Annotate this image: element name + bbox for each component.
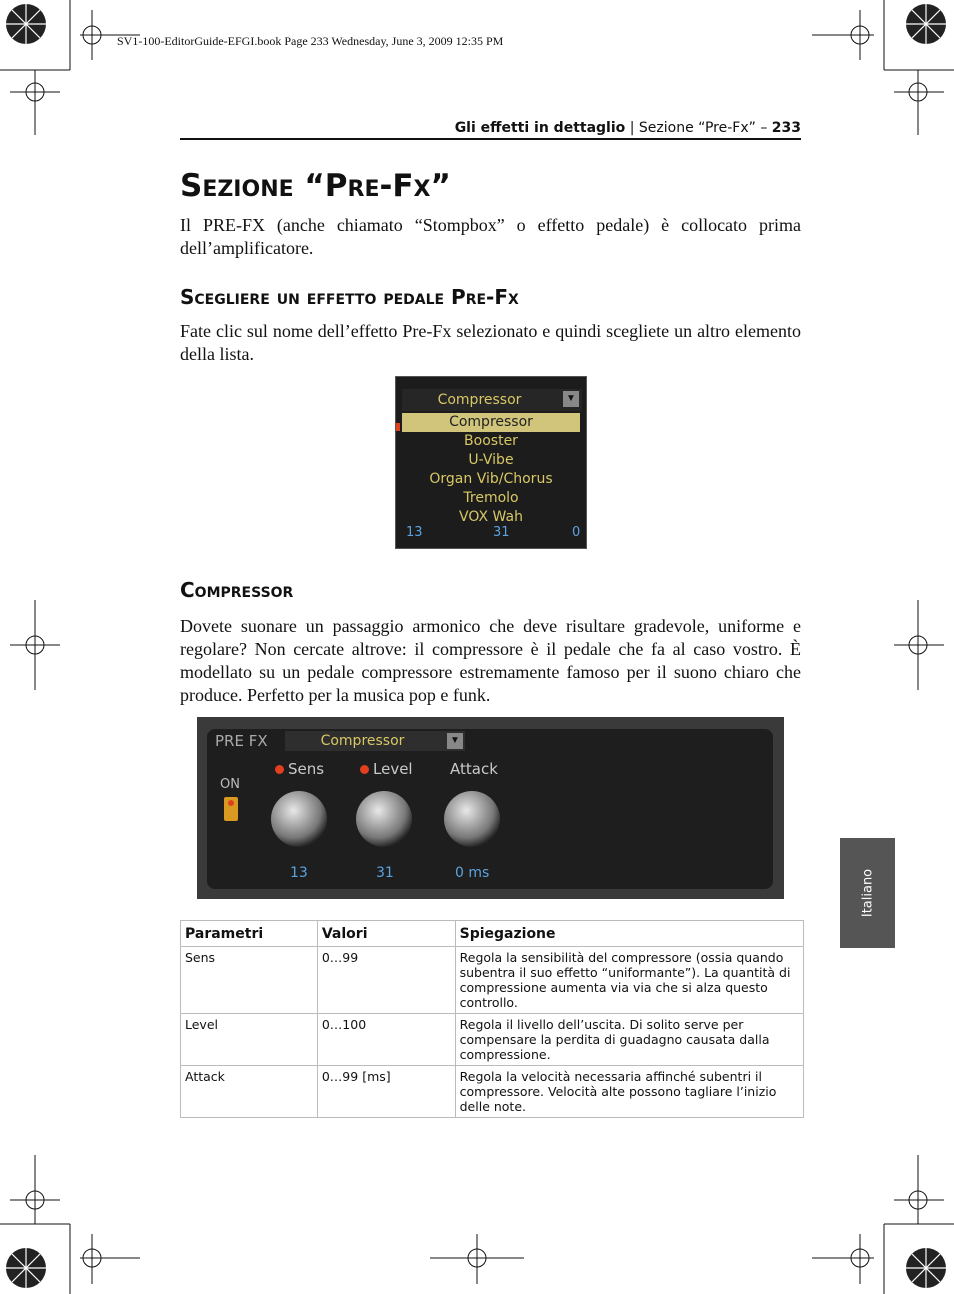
panel-selected: Compressor [320, 733, 405, 749]
table-cell: 0…99 [ms] [317, 1066, 455, 1118]
dropdown-option[interactable]: Tremolo [463, 490, 519, 506]
header-section: Sezione “Pre-Fx” [638, 120, 756, 136]
dropdown-option[interactable]: Compressor [402, 413, 580, 432]
table-cell: Level [181, 1014, 318, 1066]
knob-value-sens: 13 [290, 865, 308, 881]
knob-sens[interactable] [271, 791, 327, 847]
table-header: Parametri [181, 921, 318, 947]
led-icon [396, 423, 400, 431]
intro-paragraph: Il PRE-FX (anche chiamato “Stompbox” o effetto pedale) è collocato prima dell’amplificatore. [180, 215, 801, 258]
knob-level[interactable] [356, 791, 412, 847]
header-section-bold: Gli effetti in dettaglio [454, 120, 626, 136]
led-icon [360, 765, 369, 774]
on-switch[interactable] [224, 797, 238, 821]
table-row [181, 947, 804, 1014]
chevron-down-icon[interactable]: ▼ [563, 391, 579, 407]
running-header [180, 120, 801, 140]
led-icon [275, 765, 284, 774]
table-header: Valori [317, 921, 455, 947]
table-cell: Sens [181, 947, 318, 1014]
dropdown-selected: Compressor [437, 392, 522, 408]
value-sens: 13 [406, 525, 423, 540]
table-header-row [181, 921, 804, 947]
panel-dropdown[interactable] [285, 731, 465, 751]
table-cell: 0…99 [317, 947, 455, 1014]
page-number: 233 [771, 120, 801, 136]
dropdown-option[interactable]: VOX Wah [459, 509, 523, 525]
knob-attack[interactable] [444, 791, 500, 847]
dropdown-option[interactable]: U-Vibe [468, 452, 514, 468]
chevron-down-icon[interactable]: ▼ [447, 733, 463, 749]
page-title: Sezione “Pre-Fx” [180, 168, 451, 204]
print-info: SV1-100-EditorGuide-EFGI.book Page 233 Wednesday, June 3, 2009 12:35 PM [117, 34, 504, 48]
header-separator: | [629, 120, 635, 136]
table-cell: Regola il livello dell’uscita. Di solito serve per compensare la perdita di guadagno causata dalla compressione. [455, 1014, 803, 1066]
parameters-table [180, 920, 804, 1118]
on-label: ON [220, 777, 240, 792]
led-icon [228, 800, 234, 806]
dropdown-option[interactable]: Booster [464, 433, 518, 449]
table-row [181, 1066, 804, 1118]
compressor-paragraph: Dovete suonare un passaggio armonico che deve risultare gradevole, uniforme e regolare? Non cercate altrove: il compressore è il pedale che fa al caso vostro. È modellato su un pedale compressore estremamente famoso per il suono chiaro che produce. Perfetto per la musica pop e funk. [180, 616, 801, 705]
table-header: Spiegazione [455, 921, 803, 947]
language-tab [840, 838, 895, 948]
dropdown-option[interactable]: Organ Vib/Chorus [429, 471, 553, 487]
compressor-heading: Compressor [180, 578, 294, 602]
table-row [181, 1014, 804, 1066]
choose-paragraph: Fate clic sul nome dell’effetto Pre-Fx selezionato e quindi scegliete un altro elemento della lista. [180, 321, 801, 364]
knob-value-attack: 0 ms [455, 865, 490, 881]
panel-label: PRE FX [215, 732, 268, 750]
pre-fx-panel-screenshot: PRE FX Compressor ▼ ON Sens 13 Level 31 Attack 0 ms [197, 717, 784, 899]
dropdown-list [402, 413, 580, 527]
dropdown-screenshot [395, 376, 587, 549]
knob-value-level: 31 [376, 865, 394, 881]
table-cell: Regola la sensibilità del compressore (ossia quando subentra il suo effetto “uniformante”). La quantità di compressione aumenta via via che si alza questo controllo. [455, 947, 803, 1014]
subheading-choose: Scegliere un effetto pedale Pre-Fx [180, 285, 519, 309]
table-cell: 0…100 [317, 1014, 455, 1066]
table-cell: Attack [181, 1066, 318, 1118]
table-cell: Regola la velocità necessaria affinché subentri il compressore. Velocità alte possono tagliare l’inizio delle note. [455, 1066, 803, 1118]
dropdown-selected-bar[interactable] [402, 389, 582, 411]
language-label: Italiano [860, 868, 875, 918]
value-level: 31 [493, 525, 510, 540]
header-dash: – [760, 120, 768, 136]
value-attack: 0 [572, 525, 581, 540]
knob-label-attack: Attack [450, 760, 498, 778]
